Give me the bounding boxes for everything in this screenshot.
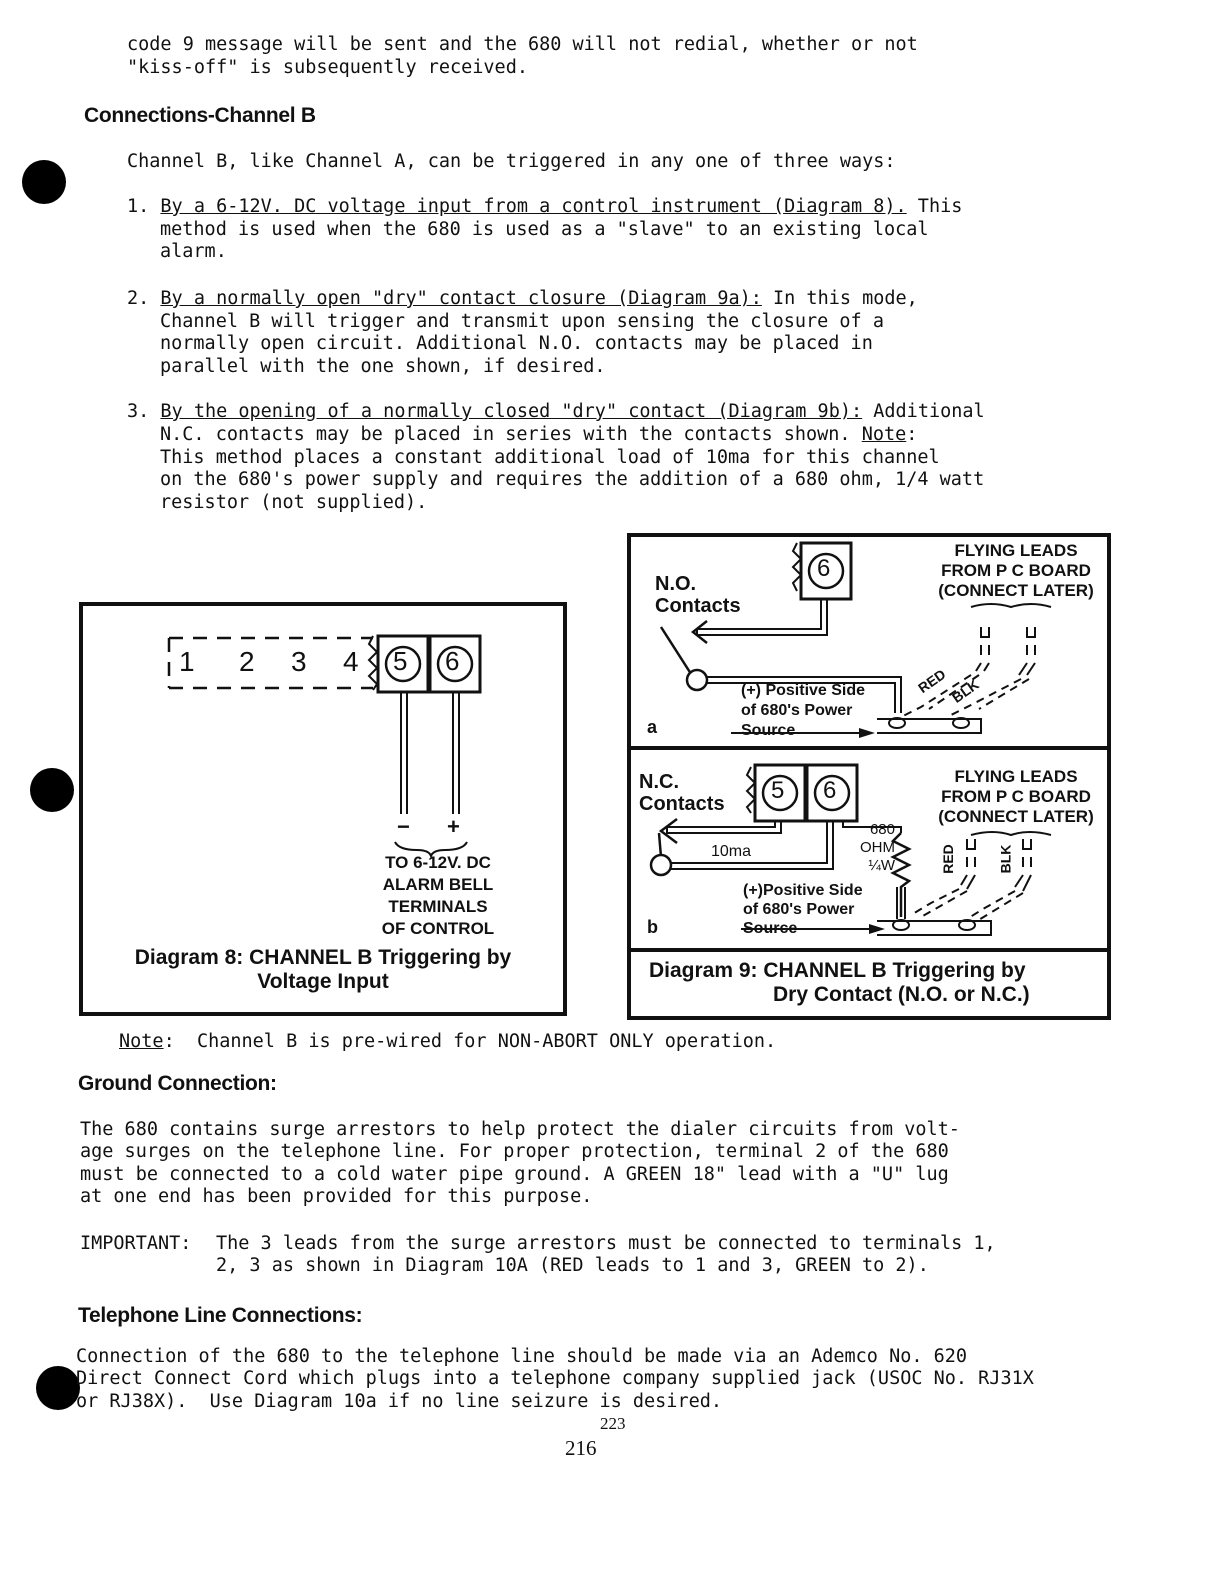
diagram-9a-letter: a (647, 717, 658, 737)
item-2-line-2: Channel B will trigger and transmit upon sensing the closure of a (160, 311, 884, 332)
terminal-2-label: 2 (239, 646, 255, 677)
item-3: 3. By the opening of a normally closed "dry" contact (Diagram 9b): Additional (127, 401, 985, 422)
item-3-line-4: on the 680's power supply and requires the addition of a 680 ohm, 1/4 watt (160, 469, 985, 490)
diagram-9b-red-lead: RED (939, 844, 956, 874)
terminal-6-label: 6 (445, 646, 460, 676)
ground-line-4: at one end has been provided for this purpose. (80, 1186, 593, 1207)
diagram-8-terminal-desc: TO 6-12V. DC ALARM BELL TERMINALS OF CONTROL (381, 853, 495, 938)
ground-line-3: must be connected to a cold water pipe ground. A GREEN 18" lead with a "U" lug (80, 1164, 949, 1185)
diagram-9a-terminal-6: 6 (817, 555, 831, 582)
diagram-9a-contacts-label: N.O. Contacts (655, 573, 741, 617)
diagram-9b-blk-lead: BLK (997, 844, 1014, 874)
diagram-9a-flying-leads: FLYING LEADS FROM P C BOARD (CONNECT LATER) (938, 541, 1094, 600)
item-3-line-3: This method places a constant additional load of 10ma for this channel (160, 447, 940, 468)
important-label: IMPORTANT: (80, 1233, 192, 1254)
channel-b-note: Note: Channel B is pre-wired for NON-ABORT ONLY operation. (119, 1031, 777, 1052)
terminal-3-label: 3 (291, 646, 307, 677)
telephone-line-2: Direct Connect Cord which plugs into a telephone company supplied jack (USOC No. RJ31X (76, 1368, 1034, 1389)
diagram-9b-flying-leads: FLYING LEADS FROM P C BOARD (CONNECT LATER) (938, 767, 1094, 826)
telephone-line-3: or RJ38X). Use Diagram 10a if no line seizure is desired. (76, 1391, 723, 1412)
item-2-line-4: parallel with the one shown, if desired. (160, 356, 606, 377)
diagram-9b-contacts-label: N.C. Contacts (639, 771, 725, 815)
page-number-lower: 216 (565, 1436, 597, 1460)
item-2-line-3: normally open circuit. Additional N.O. contacts may be placed in (160, 333, 873, 354)
punch-hole-middle (30, 768, 74, 812)
diagram-9b-terminal-6: 6 (823, 777, 837, 804)
diagram-9a-positive-side: (+) Positive Side of 680's Power Source (741, 682, 866, 739)
diagram-9a-blk-lead: BLK (949, 676, 982, 706)
section-heading-channel-b: Connections-Channel B (84, 104, 316, 127)
diagram-9a-red-lead: RED (915, 665, 949, 697)
item-1-line-3: alarm. (160, 241, 227, 262)
diagram-9b-positive-side: (+)Positive Side of 680's Power Source (743, 882, 863, 937)
diagram-8-caption: Diagram 8: CHANNEL B Triggering by Voltage Input (134, 946, 512, 993)
ground-connection-heading: Ground Connection: (78, 1072, 277, 1095)
channel-b-lead: Channel B, like Channel A, can be triggered in any one of three ways: (127, 151, 896, 172)
item-3-line-5: resistor (not supplied). (160, 492, 428, 513)
item-1: 1. By a 6-12V. DC voltage input from a control instrument (Diagram 8). This (127, 196, 963, 217)
telephone-line-1: Connection of the 680 to the telephone line should be made via an Ademco No. 620 (76, 1346, 968, 1367)
item-2: 2. By a normally open "dry" contact closure (Diagram 9a): In this mode, (127, 288, 918, 309)
item-1-line-2: method is used when the 680 is used as a "slave" to an existing local (160, 219, 929, 240)
item-3-line-2: N.C. contacts may be placed in series with the contacts shown. Note: (160, 424, 918, 445)
intro-line-1: code 9 message will be sent and the 680 will not redial, whether or not (127, 34, 918, 55)
important-line-1: The 3 leads from the surge arrestors must be connected to terminals 1, (216, 1233, 996, 1254)
terminal-4-label: 4 (343, 646, 359, 677)
diagram-9b-resistor-label: 680 OHM ¼W (860, 821, 895, 874)
terminal-1-label: 1 (179, 646, 195, 677)
ground-line-2: age surges on the telephone line. For proper protection, terminal 2 of the 680 (80, 1141, 949, 1162)
ground-line-1: The 680 contains surge arrestors to help protect the dialer circuits from volt- (80, 1119, 960, 1140)
diagram-9b-letter: b (647, 917, 658, 937)
terminal-5-label: 5 (393, 646, 408, 676)
page-number-upper: 223 (600, 1414, 626, 1433)
diagram-8-frame (79, 602, 567, 1016)
diagram-9b-terminal-5: 5 (771, 777, 785, 804)
telephone-heading: Telephone Line Connections: (78, 1304, 363, 1327)
plus-sign: + (447, 814, 460, 839)
important-line-2: 2, 3 as shown in Diagram 10A (RED leads to 1 and 3, GREEN to 2). (216, 1255, 929, 1276)
diagram-9-frame (627, 533, 1111, 1020)
minus-sign: − (397, 814, 410, 839)
intro-line-2: "kiss-off" is subsequently received. (127, 57, 528, 78)
diagram-9b-current: 10ma (711, 843, 752, 860)
diagram-9-caption: Diagram 9: CHANNEL B Triggering by Dry Contact (N.O. or N.C.) (649, 959, 1030, 1006)
punch-hole-top (22, 160, 66, 204)
punch-hole-bottom (36, 1366, 80, 1410)
